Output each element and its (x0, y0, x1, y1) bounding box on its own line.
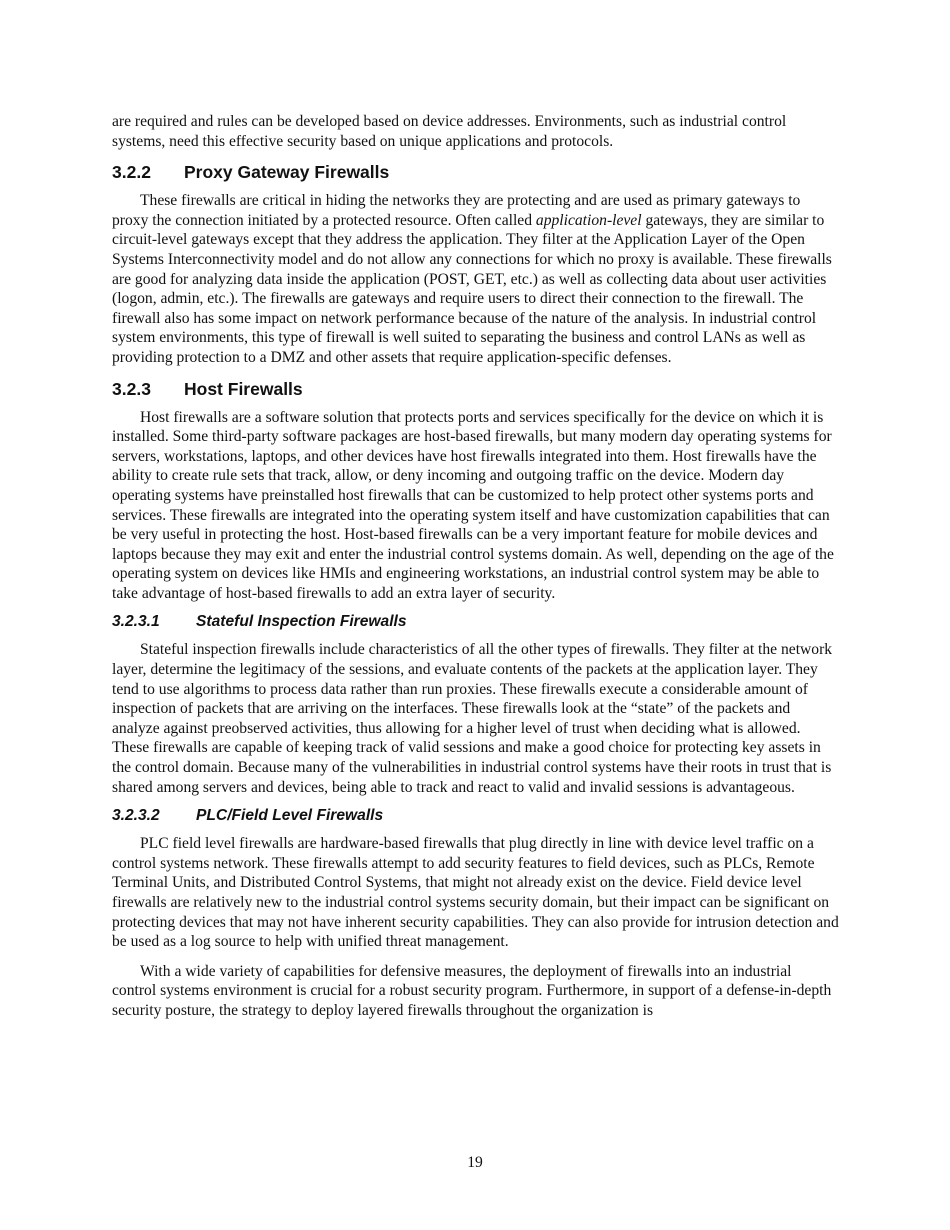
document-page (112, 112, 839, 1021)
section-number: 3.2.3 (112, 378, 151, 399)
section-heading-3-2-2 (112, 161, 839, 183)
paragraph-plc-field-level: PLC field level firewalls are hardware-based firewalls that plug directly in line with device level traffic on a control systems network. These firewalls attempt to add security features to field devices, such as PLCs, Remote Terminal Units, and Distributed Control Systems, that might not already exist on the device. Field device level firewalls are relatively new to the industrial control systems security domain, but their impact can be significant on protecting devices that may not have inherent security capabilities. They can also provide for intrusion detection and be used as a log source to help with unified threat management. (112, 835, 839, 951)
section-title: Stateful Inspection Firewalls (196, 613, 407, 631)
section-title: PLC/Field Level Firewalls (196, 807, 384, 825)
italic-term: application-level (535, 211, 642, 229)
paragraph-host-firewalls: Host firewalls are a software solution that protects ports and services specifically for the device on which it is installed. Some third-party software packages are host-based firewalls, but many modern day operating systems for servers, workstations, laptops, and other devices have host firewalls integrated into them. Host firewalls have the ability to create rule sets that track, allow, or deny incoming and outgoing traffic on the device. Modern day operating systems have preinstalled host firewalls that can be customized to help protect other systems ports and services. These firewalls are integrated into the operating system itself and have customization capabilities that can be very useful in protecting the host. Host-based firewalls can be a very important feature for mobile devices and laptops because they may exit and enter the industrial control systems domain. As well, depending on the age of the operating system on devices like HMIs and engineering workstations, an industrial control system may be able to take advantage of host-based firewalls to add an extra layer of security. (112, 408, 834, 602)
page-number: 19 (467, 1154, 483, 1171)
paragraph-stateful-inspection: Stateful inspection firewalls include characteristics of all the other types of firewalls. They filter at the network layer, determine the legitimacy of the sessions, and evaluate contents of the packets at the application layer. They tend to use algorithms to process data rather than run proxies. These firewalls execute a considerable amount of inspection of packets that are arriving on the interfaces. These firewalls look at the “state” of the packets and analyze against preobserved activities, thus allowing for a higher level of trust when deciding what is allowed. These firewalls are capable of keeping track of valid sessions and make a good choice for protecting key assets in the control domain. Because many of the vulnerabilities in industrial control systems have their roots in trust that is shared among servers and devices, being able to track and react to valid and invalid sessions is advantageous. (112, 641, 833, 796)
section-heading-3-2-3-1 (112, 612, 839, 632)
section-number: 3.2.3.2 (112, 807, 160, 825)
section-number: 3.2.3.1 (112, 613, 160, 631)
section-title: Host Firewalls (184, 378, 303, 399)
section-heading-3-2-3 (112, 378, 839, 400)
section-title: Proxy Gateway Firewalls (184, 162, 390, 183)
intro-paragraph: are required and rules can be developed based on device addresses. Environments, such as industrial control systems, need this effective security based on unique applications and protocols. (112, 113, 787, 150)
section-heading-3-2-3-2 (112, 806, 839, 826)
section-number: 3.2.2 (112, 162, 151, 183)
paragraph-text: gateways, they are similar to circuit-level gateways except that they address the application. They filter at the Application Layer of the Open Systems Interconnectivity model and do not allow any connections for which no proxy is available. These firewalls are good for analyzing data inside the application (POST, GET, etc.) as well as collecting data about user activities (logon, admin, etc.). The firewalls are gateways and require users to direct their connection to the firewall. The firewall also has some impact on network performance because of the nature of the analysis. In industrial control system environments, this type of firewall is well suited to separating the business and control LANs as well as providing protection to a DMZ and other assets that require application-specific defenses. (112, 211, 832, 366)
paragraph-text: These firewalls are critical in hiding the networks they are protecting and are used as primary gateways to proxy the connection initiated by a protected resource. Often called (112, 192, 801, 229)
paragraph-proxy-gateway (112, 191, 839, 367)
paragraph-deployment: With a wide variety of capabilities for defensive measures, the deployment of firewalls into an industrial control systems environment is crucial for a robust security program. Furthermore, in support of a defense-in-depth security posture, the strategy to deploy layered firewalls throughout the organization is (112, 962, 832, 1019)
